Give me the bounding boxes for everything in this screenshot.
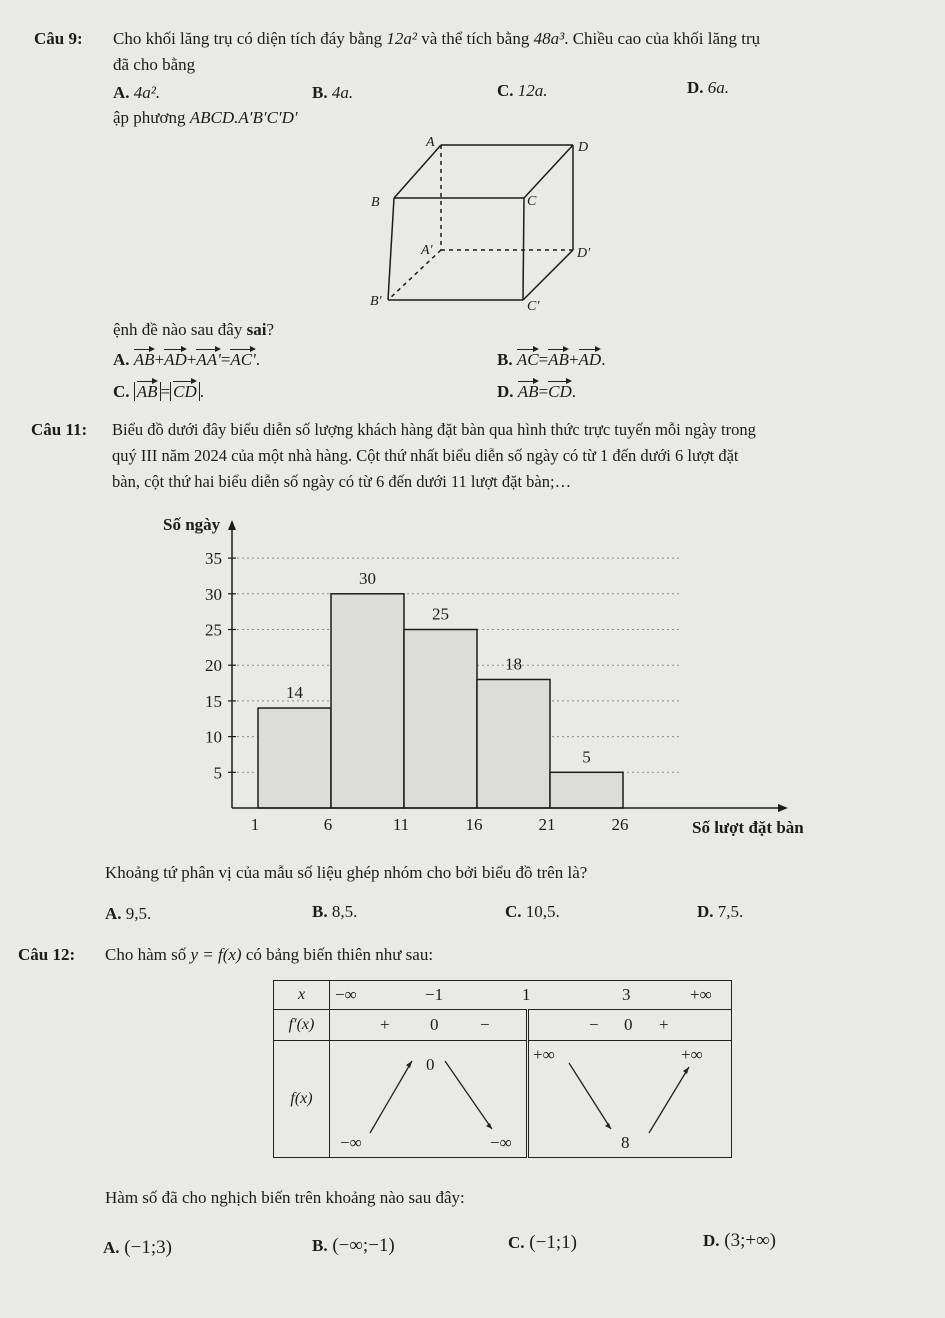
q11-option-b[interactable]: B. 8,5. bbox=[312, 902, 358, 921]
q12-option-a[interactable]: A. (−1;3) bbox=[103, 1237, 172, 1258]
y-tick-label-10: 10 bbox=[205, 727, 222, 747]
fp-row-right: − 0 + bbox=[528, 1010, 732, 1041]
vertex-b1: B′ bbox=[370, 294, 382, 309]
y-tick-label-30: 30 bbox=[205, 584, 222, 604]
q11-option-c[interactable]: C. 10,5. bbox=[505, 902, 560, 921]
q10-option-c[interactable]: C. AB = CD . bbox=[113, 382, 205, 401]
vertex-a: A bbox=[426, 135, 435, 150]
bar-value-label-1: 30 bbox=[359, 568, 376, 588]
vertex-d1: D′ bbox=[577, 246, 591, 261]
q10-option-a[interactable]: A. AB+AD+AA'=AC'. bbox=[113, 350, 261, 369]
f-row-label: f(x) bbox=[274, 1041, 330, 1158]
vertex-d: D bbox=[578, 140, 589, 155]
q9-option-d[interactable]: D. 6a. bbox=[687, 78, 730, 97]
x-axis-title: Số lượt đặt bàn bbox=[692, 818, 804, 837]
x-row-label: x bbox=[274, 981, 330, 1010]
bar-value-label-0: 14 bbox=[286, 683, 303, 703]
q12-option-b[interactable]: B. (−∞;−1) bbox=[312, 1235, 395, 1256]
x-tick-label-6: 6 bbox=[323, 815, 333, 834]
x-tick-label-26: 26 bbox=[611, 815, 629, 834]
bar-2 bbox=[404, 630, 477, 809]
y-tick-label-35: 35 bbox=[205, 549, 222, 569]
q12-question: Hàm số đã cho nghịch biến trên khoảng nào sau đây: bbox=[105, 1188, 465, 1207]
q11-question: Khoảng tứ phân vị của mẫu số liệu ghép nhóm cho bởi biểu đồ trên là? bbox=[105, 863, 588, 882]
q9-option-a[interactable]: A. 4a². bbox=[113, 83, 161, 102]
q12-option-c[interactable]: C. (−1;1) bbox=[508, 1232, 577, 1253]
q9-option-b[interactable]: B. 4a. bbox=[312, 83, 354, 102]
f-row-left: −∞ 0 −∞ bbox=[330, 1041, 528, 1158]
bar-0 bbox=[258, 708, 331, 808]
q11-option-d[interactable]: D. 7,5. bbox=[697, 902, 744, 921]
x-tick-label-16: 16 bbox=[465, 815, 483, 834]
q10-option-d[interactable]: D. AB=CD. bbox=[497, 382, 577, 401]
q9-label: Câu 9: bbox=[34, 29, 83, 48]
vertex-c: C bbox=[527, 194, 537, 209]
x-tick-label-1: 1 bbox=[250, 815, 260, 834]
y-axis-title: Số ngày bbox=[163, 515, 221, 534]
q9-text-cont: đã cho bằng bbox=[113, 55, 196, 74]
fp-row-label: f′(x) bbox=[274, 1010, 330, 1041]
bar-3 bbox=[477, 679, 550, 808]
q12-label: Câu 12: bbox=[18, 945, 76, 964]
q10-option-b[interactable]: B. AC=AB+AD. bbox=[497, 350, 606, 369]
q11-label: Câu 11: bbox=[31, 420, 88, 439]
bar-value-label-4: 5 bbox=[582, 747, 591, 767]
y-tick-label-25: 25 bbox=[205, 620, 222, 640]
fp-row-left: + 0 − bbox=[330, 1010, 528, 1041]
q11-line1: Biểu đồ dưới đây biểu diễn số lượng khách hàng đặt bàn qua hình thức trực tuyến mỗi ngày trong bbox=[112, 420, 756, 439]
vertex-a1: A′ bbox=[421, 243, 433, 258]
q9-text: Cho khối lăng trụ có diện tích đáy bằng 12a² và thể tích bằng 48a³. Chiều cao của khối lăng trụ bbox=[113, 29, 761, 48]
q11-line2: quý III năm 2024 của một nhà hàng. Cột thứ nhất biểu diễn số ngày có từ 1 đến dưới 6 lượt đặt bbox=[112, 446, 739, 465]
y-tick-label-5: 5 bbox=[213, 763, 222, 783]
y-tick-label-20: 20 bbox=[205, 656, 222, 676]
q10-intro: ập phương ABCD.A′B′C′D′ bbox=[113, 108, 298, 127]
f-row-right: +∞ 8 +∞ bbox=[528, 1041, 732, 1158]
x-tick-label-21: 21 bbox=[538, 815, 556, 834]
q12-text: Cho hàm số y = f(x) có bảng biến thiên như sau: bbox=[105, 945, 434, 964]
bar-4 bbox=[550, 772, 623, 808]
x-tick-label-11: 11 bbox=[392, 815, 410, 834]
q11-option-a[interactable]: A. 9,5. bbox=[105, 904, 152, 923]
x-row-values: −∞ −1 1 3 +∞ bbox=[330, 981, 732, 1010]
vertex-c1: C′ bbox=[527, 299, 540, 314]
q9-option-c[interactable]: C. 12a. bbox=[497, 81, 548, 100]
variation-table bbox=[273, 980, 732, 1158]
q12-option-d[interactable]: D. (3;+∞) bbox=[703, 1230, 776, 1251]
y-tick-label-15: 15 bbox=[205, 691, 222, 711]
bar-value-label-3: 18 bbox=[505, 654, 522, 674]
q10-prompt: ệnh đề nào sau đây sai? bbox=[113, 320, 274, 339]
q11-line3: bàn, cột thứ hai biểu diễn số ngày có từ 6 đến dưới 11 lượt đặt bàn;… bbox=[112, 472, 572, 491]
bar-1 bbox=[331, 594, 404, 808]
vertex-b: B bbox=[371, 195, 380, 210]
bar-value-label-2: 25 bbox=[432, 604, 449, 624]
